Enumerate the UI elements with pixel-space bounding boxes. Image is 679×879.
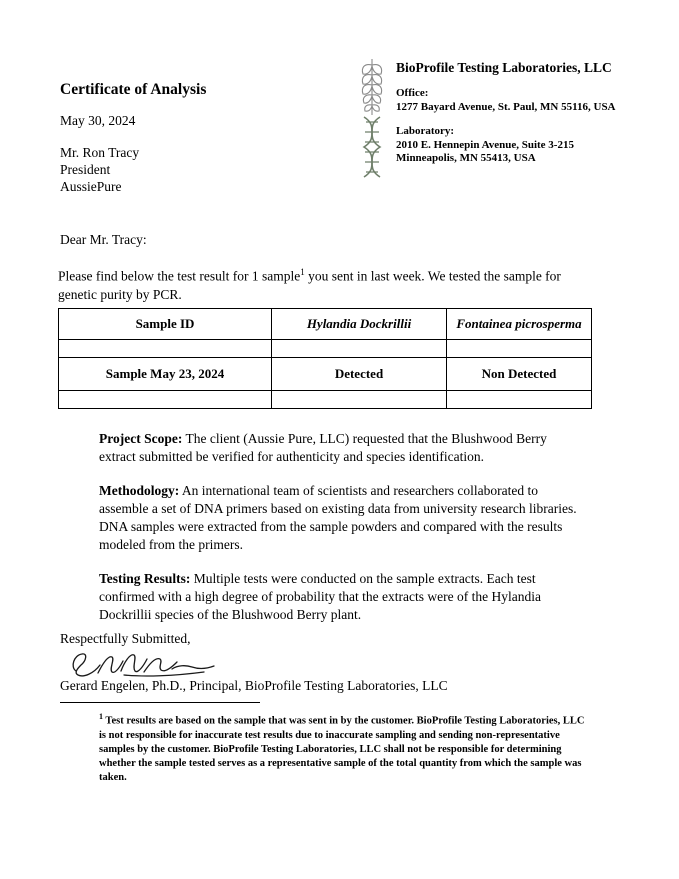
footnote-marker: 1 — [99, 712, 103, 721]
section-methodology-text: An international team of scientists and researchers collaborated to assemble a set of DNA primers based on existing data from university research libraries. DNA samples were extracted from the sample powders and compared with the results modeled from the primers. — [99, 483, 577, 552]
table-footer-cell-1 — [59, 391, 272, 409]
footnote-marker-inline: 1 — [300, 267, 305, 277]
recipient-title: President — [60, 162, 111, 177]
office-address: 1277 Bayard Avenue, St. Paul, MN 55116, USA — [396, 100, 616, 113]
recipient-name: Mr. Ron Tracy — [60, 145, 140, 160]
table-cell-sample-id: Sample May 23, 2024 — [59, 358, 272, 391]
table-cell-hylandia-result: Detected — [272, 358, 447, 391]
laboratory-address-line1: 2010 E. Hennepin Avenue, Suite 3-215 — [396, 138, 574, 151]
page-title: Certificate of Analysis — [60, 81, 207, 98]
recipient-company: AussiePure — [60, 179, 122, 194]
section-project-scope-label: Project Scope: — [99, 431, 183, 446]
table-header-fontainea: Fontainea picrosperma — [447, 309, 592, 340]
section-project-scope — [99, 430, 581, 466]
document-header — [0, 48, 679, 198]
results-table — [58, 308, 592, 409]
footnote-text — [99, 710, 585, 785]
table-spacer-cell-2 — [272, 340, 447, 358]
table-spacer-row — [59, 340, 592, 358]
table-cell-fontainea-result: Non Detected — [447, 358, 592, 391]
table-header-row — [59, 309, 592, 340]
laboratory-address-line2: Minneapolis, MN 55413, USA — [396, 152, 536, 164]
table-header-hylandia: Hylandia Dockrillii — [272, 309, 447, 340]
office-label: Office: — [396, 87, 429, 99]
table-footer-cell-3 — [447, 391, 592, 409]
table-footer-row — [59, 391, 592, 409]
body-sections — [99, 430, 581, 624]
section-testing-results-label: Testing Results: — [99, 571, 191, 586]
section-methodology-label: Methodology: — [99, 483, 180, 498]
company-name: BioProfile Testing Laboratories, LLC — [396, 60, 612, 75]
company-info — [396, 60, 666, 166]
table-header-sample-id: Sample ID — [59, 309, 272, 340]
table-row — [59, 358, 592, 391]
footnote-body: Test results are based on the sample that was sent in by the customer. BioProfile Testing Laboratories, LLC is not responsible for inaccurate test results due to inaccurate sampling and sending non-representative samples by the customer. BioProfile Testing Laboratories, LLC shall not be responsible for determining whether the sample tested serves as a representative sample of the total quantity from which the sample was taken. — [99, 715, 585, 783]
table-spacer-cell-3 — [447, 340, 592, 358]
intro-text-part2: you sent in last week. We tested the sample for genetic purity by PCR. — [58, 268, 561, 302]
handwritten-signature — [64, 645, 224, 681]
wheat-dna-logo-icon — [352, 55, 392, 185]
office-address-block — [396, 87, 666, 114]
intro-paragraph — [58, 263, 578, 304]
section-testing-results — [99, 570, 581, 624]
signer-name: Gerard Engelen, Ph.D., Principal, BioProfile Testing Laboratories, LLC — [60, 678, 448, 693]
recipient-block — [60, 144, 139, 195]
table-footer-cell-2 — [272, 391, 447, 409]
closing-text: Respectfully Submitted, — [60, 631, 191, 646]
table-spacer-cell-1 — [59, 340, 272, 358]
salutation: Dear Mr. Tracy: — [60, 232, 147, 247]
intro-text-part1: Please find below the test result for 1 sample — [58, 268, 301, 284]
section-methodology — [99, 482, 581, 554]
laboratory-address-block — [396, 125, 666, 166]
section-project-scope-text: The client (Aussie Pure, LLC) requested that the Blushwood Berry extract submitted be verified for authenticity and species identification. — [99, 431, 547, 464]
section-testing-results-text: Multiple tests were conducted on the sample extracts. Each test confirmed with a high degree of probability that the extracts were of the Hylandia Dockrillii species of the Blushwood Berry plant. — [99, 571, 541, 622]
document-date: May 30, 2024 — [60, 113, 136, 128]
laboratory-label: Laboratory: — [396, 125, 455, 137]
footnote-divider — [60, 702, 260, 703]
